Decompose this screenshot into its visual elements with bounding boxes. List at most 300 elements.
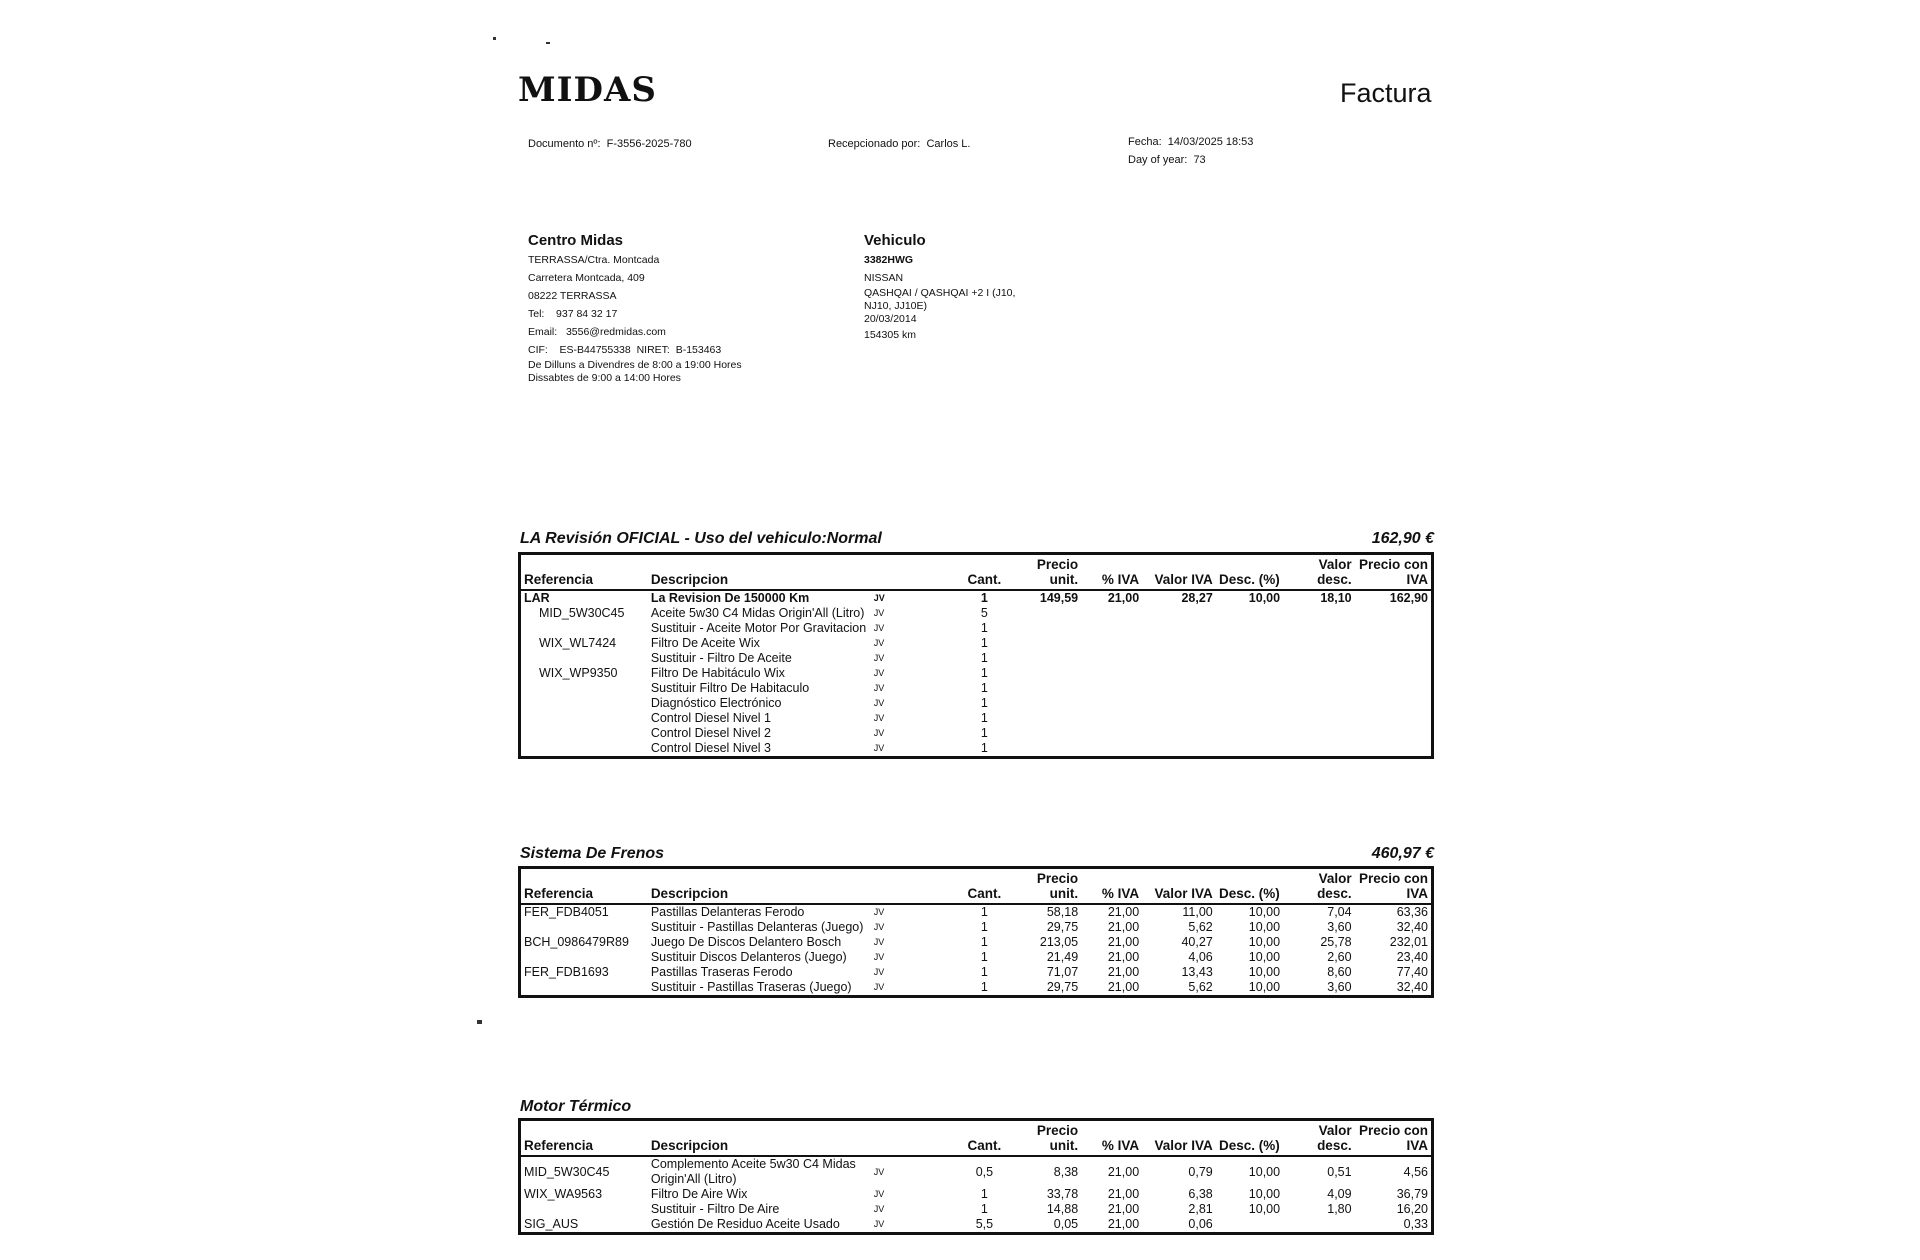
document-type-title: Factura <box>1340 78 1432 108</box>
cell-precio-con-iva <box>1355 741 1433 758</box>
cell-precio <box>1016 711 1081 726</box>
cell-desc-pct: 10,00 <box>1248 920 1281 934</box>
cell-cant: 1 <box>980 681 988 695</box>
cell-referencia <box>520 920 648 935</box>
cell-iva-pct: 21,00 <box>1107 965 1140 979</box>
cell-operator: JV <box>873 743 885 753</box>
day-label: Day of year: <box>1128 154 1188 166</box>
cell-precio-con-iva: 232,01 <box>1389 935 1428 949</box>
center-cif: CIF: ES-B44755338 NIRET: B-153463 <box>528 344 722 356</box>
cell-desc-pct <box>1216 621 1283 636</box>
center-line2: Carretera Montcada, 409 <box>528 272 645 284</box>
header-valor-desc: Valor desc. <box>1283 554 1355 591</box>
cell-operator: JV <box>873 952 885 962</box>
header-descripcion: Descripcion <box>648 554 871 591</box>
cell-cant: 1 <box>980 741 988 755</box>
cell-cant: 5,5 <box>975 1217 994 1231</box>
cell-precio-con-iva: 32,40 <box>1396 920 1428 934</box>
table-row <box>520 950 1433 965</box>
cell-precio-con-iva: 162,90 <box>1389 591 1428 605</box>
cell-operator: JV <box>873 1204 885 1214</box>
header-blank <box>871 1120 953 1157</box>
cell-cant: 5 <box>980 606 988 620</box>
section-table <box>518 1118 1434 1235</box>
table-row <box>520 1202 1433 1217</box>
documento-value: F-3556-2025-780 <box>606 138 692 150</box>
table-header-row <box>520 1120 1433 1157</box>
cell-precio-con-iva: 77,40 <box>1396 965 1428 979</box>
cell-operator: JV <box>873 728 885 738</box>
scan-speck <box>546 42 550 44</box>
cell-operator: JV <box>873 922 885 932</box>
cell-operator: JV <box>873 1166 885 1177</box>
cell-descripcion: Aceite 5w30 C4 Midas Origin'All (Litro) <box>650 606 865 620</box>
cell-descripcion: Control Diesel Nivel 2 <box>650 726 771 740</box>
table-row <box>520 590 1433 606</box>
cell-precio-con-iva: 32,40 <box>1396 980 1428 994</box>
cell-desc-pct <box>1216 696 1283 711</box>
recepcionado-label: Recepcionado por: <box>828 138 921 150</box>
cell-operator: JV <box>873 937 885 947</box>
header-desc-pct: Desc. (%) <box>1216 868 1283 905</box>
cell-valor-iva <box>1142 621 1216 636</box>
cell-descripcion: Sustituir - Aceite Motor Por Gravitacion <box>650 621 867 635</box>
cell-iva-pct: 21,00 <box>1107 980 1140 994</box>
cell-referencia: WIX_WA9563 <box>524 1187 603 1201</box>
cell-iva-pct: 21,00 <box>1107 905 1140 919</box>
header-cant: Cant. <box>953 1120 1016 1157</box>
cell-valor-desc <box>1283 711 1355 726</box>
cell-iva-pct <box>1081 651 1142 666</box>
cell-valor-iva <box>1142 711 1216 726</box>
vehicle-title: Vehiculo <box>864 232 926 249</box>
cell-valor-desc <box>1283 726 1355 741</box>
cell-valor-desc <box>1283 741 1355 758</box>
table-row <box>520 920 1433 935</box>
cell-iva-pct: 21,00 <box>1107 920 1140 934</box>
cell-valor-iva <box>1142 666 1216 681</box>
cell-precio: 8,38 <box>1053 1164 1079 1179</box>
cell-valor-desc <box>1283 651 1355 666</box>
cell-valor-iva: 11,00 <box>1182 905 1213 919</box>
header-valor-iva: Valor IVA <box>1142 554 1216 591</box>
section-table <box>518 866 1434 998</box>
fecha-value: 14/03/2025 18:53 <box>1167 136 1254 148</box>
cell-precio: 29,75 <box>1046 920 1079 934</box>
cell-iva-pct <box>1081 621 1142 636</box>
section-table <box>518 552 1434 759</box>
header-valor-desc: Valor desc. <box>1283 1120 1355 1157</box>
header-desc-pct: Desc. (%) <box>1216 1120 1283 1157</box>
section-total: 460,97 € <box>1371 845 1434 862</box>
cell-iva-pct <box>1081 666 1142 681</box>
cell-precio-con-iva <box>1355 696 1433 711</box>
header-descripcion: Descripcion <box>648 1120 871 1157</box>
cell-iva-pct <box>1081 741 1142 758</box>
cell-descripcion: La Revision De 150000 Km <box>650 591 810 605</box>
cell-valor-iva: 40,27 <box>1181 935 1213 949</box>
day-value: 73 <box>1193 154 1206 166</box>
center-hours1: De Dilluns a Divendres de 8:00 a 19:00 Hores <box>528 359 742 371</box>
documento-label: Documento nº: <box>528 138 601 150</box>
table-row <box>520 965 1433 980</box>
section-total: 162,90 € <box>1371 530 1434 547</box>
cell-precio: 33,78 <box>1046 1187 1079 1201</box>
cell-cant: 1 <box>980 651 988 665</box>
cell-precio-con-iva <box>1355 726 1433 741</box>
cell-cant: 1 <box>980 666 988 680</box>
header-referencia: Referencia <box>520 1120 648 1157</box>
cell-descripcion: Sustituir - Pastillas Traseras (Juego) <box>650 980 852 994</box>
cell-iva-pct: 21,00 <box>1107 935 1140 949</box>
cell-descripcion: Sustituir - Pastillas Delanteras (Juego) <box>650 920 864 934</box>
cell-precio <box>1016 606 1081 621</box>
cell-descripcion: Control Diesel Nivel 1 <box>650 711 771 725</box>
cell-desc-pct <box>1216 666 1283 681</box>
cell-referencia <box>520 741 648 758</box>
table-header-row <box>520 868 1433 905</box>
cell-referencia <box>520 980 648 997</box>
cell-operator: JV <box>873 653 885 663</box>
cell-valor-iva: 6,38 <box>1188 1187 1213 1201</box>
cell-iva-pct <box>1081 636 1142 651</box>
header-precio-con-iva: Precio con IVA <box>1355 554 1433 591</box>
cell-iva-pct: 21,00 <box>1107 1202 1140 1216</box>
cell-iva-pct: 21,00 <box>1107 1187 1140 1201</box>
cell-iva-pct: 21,00 <box>1107 1217 1140 1231</box>
center-title: Centro Midas <box>528 232 624 249</box>
cell-iva-pct: 21,00 <box>1107 591 1140 605</box>
cell-cant: 1 <box>980 980 988 994</box>
cell-precio-con-iva <box>1355 666 1433 681</box>
cell-referencia <box>520 1202 648 1217</box>
cell-precio <box>1016 741 1081 758</box>
header-referencia: Referencia <box>520 554 648 591</box>
cell-valor-desc <box>1283 1217 1355 1234</box>
midas-logo: MIDAS <box>518 70 657 110</box>
cell-valor-desc: 2,60 <box>1327 950 1352 964</box>
table-row <box>520 1156 1433 1187</box>
cell-precio-con-iva <box>1355 636 1433 651</box>
header-cant: Cant. <box>953 868 1016 905</box>
cell-referencia <box>520 696 648 711</box>
header-precio: Precio unit. <box>1016 554 1081 591</box>
recepcionado-field <box>828 135 971 153</box>
header-valor-iva: Valor IVA <box>1142 1120 1216 1157</box>
cell-cant: 1 <box>980 1187 988 1201</box>
cell-operator: JV <box>873 608 885 618</box>
cell-precio-con-iva <box>1355 711 1433 726</box>
cell-descripcion: Diagnóstico Electrónico <box>650 696 782 710</box>
cell-desc-pct: 10,00 <box>1248 1187 1281 1201</box>
cell-referencia: FER_FDB4051 <box>524 905 609 919</box>
cell-desc-pct: 10,00 <box>1248 950 1281 964</box>
header-desc-pct: Desc. (%) <box>1216 554 1283 591</box>
cell-valor-iva <box>1142 696 1216 711</box>
table-row <box>520 741 1433 758</box>
cell-precio-con-iva: 36,79 <box>1396 1187 1428 1201</box>
header-blank <box>871 868 953 905</box>
cell-descripcion: Sustituir - Filtro De Aceite <box>650 651 792 665</box>
cell-desc-pct: 10,00 <box>1248 1202 1281 1216</box>
cell-descripcion: Complemento Aceite 5w30 C4 Midas Origin'All (Litro) <box>650 1157 856 1186</box>
header-blank <box>871 554 953 591</box>
cell-referencia: MID_5W30C45 <box>539 606 625 620</box>
cell-valor-iva: 13,43 <box>1181 965 1213 979</box>
cell-precio <box>1016 726 1081 741</box>
cell-valor-iva: 0,79 <box>1188 1164 1213 1179</box>
table-row <box>520 1217 1433 1234</box>
cell-valor-iva <box>1142 606 1216 621</box>
cell-cant: 1 <box>980 591 988 605</box>
cell-operator: JV <box>873 668 885 678</box>
cell-cant: 1 <box>980 636 988 650</box>
cell-descripcion: Filtro De Aceite Wix <box>650 636 760 650</box>
cell-referencia <box>520 726 648 741</box>
cell-referencia: BCH_0986479R89 <box>524 935 629 949</box>
cell-descripcion: Sustituir Discos Delanteros (Juego) <box>650 950 847 964</box>
fecha-field <box>1128 133 1253 169</box>
table-row <box>520 711 1433 726</box>
table-row <box>520 980 1433 997</box>
cell-desc-pct: 10,00 <box>1248 965 1281 979</box>
cell-descripcion: Filtro De Habitáculo Wix <box>650 666 785 680</box>
cell-precio: 29,75 <box>1046 980 1079 994</box>
cell-valor-iva: 5,62 <box>1188 980 1213 994</box>
cell-valor-desc <box>1283 666 1355 681</box>
table-row <box>520 606 1433 621</box>
vehicle-date: 20/03/2014 <box>864 313 917 325</box>
cell-valor-iva <box>1142 741 1216 758</box>
table-row <box>520 726 1433 741</box>
cell-valor-desc: 1,80 <box>1327 1202 1352 1216</box>
cell-valor-iva <box>1142 651 1216 666</box>
section-title: Motor Térmico <box>520 1098 632 1115</box>
header-valor-desc: Valor desc. <box>1283 868 1355 905</box>
fecha-label: Fecha: <box>1128 136 1162 148</box>
cell-valor-desc: 0,51 <box>1327 1164 1352 1179</box>
cell-iva-pct <box>1081 696 1142 711</box>
cell-valor-desc: 18,10 <box>1320 591 1352 605</box>
header-valor-iva: Valor IVA <box>1142 868 1216 905</box>
cell-iva-pct <box>1081 711 1142 726</box>
cell-referencia: FER_FDB1693 <box>524 965 609 979</box>
cell-valor-desc <box>1283 636 1355 651</box>
scan-speck <box>493 37 496 40</box>
cell-precio-con-iva: 0,33 <box>1403 1217 1428 1231</box>
cell-precio-con-iva: 16,20 <box>1396 1202 1428 1216</box>
cell-operator: JV <box>873 683 885 693</box>
cell-valor-desc: 8,60 <box>1327 965 1352 979</box>
cell-precio: 21,49 <box>1046 950 1079 964</box>
table-row <box>520 1187 1433 1202</box>
header-referencia: Referencia <box>520 868 648 905</box>
cell-iva-pct <box>1081 681 1142 696</box>
cell-operator: JV <box>873 982 885 992</box>
cell-referencia: LAR <box>524 591 550 605</box>
cell-valor-desc: 7,04 <box>1327 905 1352 919</box>
vehicle-make: NISSAN <box>864 272 904 284</box>
scan-speck <box>477 1020 482 1024</box>
cell-operator: JV <box>873 593 885 603</box>
cell-descripcion: Sustituir - Filtro De Aire <box>650 1202 780 1216</box>
table-row <box>520 621 1433 636</box>
cell-descripcion: Sustituir Filtro De Habitaculo <box>650 681 810 695</box>
cell-referencia: WIX_WL7424 <box>539 636 617 650</box>
cell-referencia <box>520 621 648 636</box>
cell-cant: 1 <box>980 965 988 979</box>
cell-precio: 58,18 <box>1046 905 1079 919</box>
cell-operator: JV <box>873 713 885 723</box>
center-block <box>528 232 742 385</box>
cell-precio: 0,05 <box>1053 1217 1079 1231</box>
cell-referencia <box>520 651 648 666</box>
table-header-row <box>520 554 1433 591</box>
cell-referencia <box>520 711 648 726</box>
cell-cant: 1 <box>980 621 988 635</box>
cell-operator: JV <box>873 907 885 917</box>
cell-operator: JV <box>873 1219 885 1229</box>
cell-precio <box>1016 621 1081 636</box>
cell-referencia <box>520 950 648 965</box>
cell-valor-desc: 4,09 <box>1327 1187 1352 1201</box>
cell-descripcion: Pastillas Traseras Ferodo <box>650 965 793 979</box>
cell-referencia <box>520 681 648 696</box>
cell-valor-desc <box>1283 681 1355 696</box>
cell-referencia: WIX_WP9350 <box>539 666 618 680</box>
table-row <box>520 696 1433 711</box>
cell-precio-con-iva <box>1355 681 1433 696</box>
cell-precio <box>1016 666 1081 681</box>
cell-desc-pct: 10,00 <box>1248 905 1281 919</box>
table-row <box>520 681 1433 696</box>
cell-operator: JV <box>873 638 885 648</box>
cell-precio <box>1016 636 1081 651</box>
center-line1: TERRASSA/Ctra. Montcada <box>528 254 660 266</box>
cell-cant: 1 <box>980 935 988 949</box>
cell-iva-pct <box>1081 606 1142 621</box>
documento-field <box>528 135 692 153</box>
section-title: Sistema De Frenos <box>520 845 665 862</box>
cell-precio: 14,88 <box>1046 1202 1079 1216</box>
cell-cant: 1 <box>980 1202 988 1216</box>
cell-valor-iva <box>1142 681 1216 696</box>
cell-operator: JV <box>873 967 885 977</box>
cell-desc-pct: 10,00 <box>1248 591 1281 605</box>
table-row <box>520 636 1433 651</box>
header-iva-pct: % IVA <box>1081 554 1142 591</box>
section-title: LA Revisión OFICIAL - Uso del vehiculo:Normal <box>520 530 882 547</box>
center-email: Email: 3556@redmidas.com <box>528 326 666 338</box>
center-line3: 08222 TERRASSA <box>528 290 617 302</box>
cell-valor-iva: 28,27 <box>1181 591 1213 605</box>
cell-desc-pct <box>1216 1217 1283 1234</box>
cell-valor-iva <box>1142 726 1216 741</box>
cell-descripcion: Pastillas Delanteras Ferodo <box>650 905 805 919</box>
cell-precio-con-iva: 63,36 <box>1396 905 1428 919</box>
header-precio: Precio unit. <box>1016 1120 1081 1157</box>
vehicle-model-1: QASHQAI / QASHQAI +2 I (J10, <box>864 287 1016 299</box>
cell-desc-pct <box>1216 651 1283 666</box>
cell-precio-con-iva <box>1355 606 1433 621</box>
vehicle-km: 154305 km <box>864 329 916 341</box>
cell-desc-pct: 10,00 <box>1248 935 1281 949</box>
cell-referencia: SIG_AUS <box>524 1217 579 1231</box>
cell-precio <box>1016 651 1081 666</box>
cell-desc-pct <box>1216 606 1283 621</box>
header-iva-pct: % IVA <box>1081 868 1142 905</box>
cell-valor-iva: 5,62 <box>1188 920 1213 934</box>
cell-valor-desc <box>1283 696 1355 711</box>
cell-desc-pct: 10,00 <box>1248 1164 1281 1179</box>
table-row <box>520 651 1433 666</box>
cell-valor-desc <box>1283 606 1355 621</box>
cell-descripcion: Control Diesel Nivel 3 <box>650 741 771 755</box>
cell-cant: 1 <box>980 950 988 964</box>
cell-desc-pct <box>1216 711 1283 726</box>
cell-iva-pct: 21,00 <box>1107 1164 1140 1179</box>
cell-valor-desc: 3,60 <box>1327 980 1352 994</box>
cell-descripcion: Gestión De Residuo Aceite Usado <box>650 1217 840 1231</box>
cell-cant: 0,5 <box>975 1164 994 1179</box>
cell-cant: 1 <box>980 711 988 725</box>
cell-desc-pct <box>1216 741 1283 758</box>
table-row <box>520 904 1433 920</box>
cell-desc-pct <box>1216 636 1283 651</box>
cell-precio: 149,59 <box>1039 591 1079 605</box>
cell-descripcion: Juego De Discos Delantero Bosch <box>650 935 842 949</box>
cell-precio <box>1016 696 1081 711</box>
cell-cant: 1 <box>980 726 988 740</box>
cell-valor-iva: 2,81 <box>1188 1202 1213 1216</box>
cell-desc-pct <box>1216 726 1283 741</box>
header-precio: Precio unit. <box>1016 868 1081 905</box>
center-hours2: Dissabtes de 9:00 a 14:00 Hores <box>528 372 681 384</box>
cell-desc-pct: 10,00 <box>1248 980 1281 994</box>
cell-valor-desc <box>1283 621 1355 636</box>
cell-descripcion: Filtro De Aire Wix <box>650 1187 748 1201</box>
cell-cant: 1 <box>980 696 988 710</box>
cell-precio-con-iva: 4,56 <box>1403 1164 1428 1179</box>
vehicle-model-2: NJ10, JJ10E) <box>864 300 928 312</box>
header-iva-pct: % IVA <box>1081 1120 1142 1157</box>
cell-valor-iva: 0,06 <box>1188 1217 1213 1231</box>
cell-precio: 71,07 <box>1046 965 1079 979</box>
table-row <box>520 666 1433 681</box>
cell-precio-con-iva: 23,40 <box>1396 950 1428 964</box>
cell-operator: JV <box>873 623 885 633</box>
header-precio-con-iva: Precio con IVA <box>1355 1120 1433 1157</box>
recepcionado-value: Carlos L. <box>926 138 971 150</box>
cell-precio: 213,05 <box>1039 935 1079 949</box>
cell-valor-iva <box>1142 636 1216 651</box>
cell-operator: JV <box>873 1189 885 1199</box>
vehicle-block <box>864 232 1015 344</box>
header-cant: Cant. <box>953 554 1016 591</box>
header-descripcion: Descripcion <box>648 868 871 905</box>
center-tel: Tel: 937 84 32 17 <box>528 308 618 320</box>
table-row <box>520 935 1433 950</box>
cell-referencia: MID_5W30C45 <box>524 1164 610 1179</box>
header-precio-con-iva: Precio con IVA <box>1355 868 1433 905</box>
cell-precio-con-iva <box>1355 621 1433 636</box>
cell-cant: 1 <box>980 920 988 934</box>
cell-valor-iva: 4,06 <box>1188 950 1213 964</box>
cell-iva-pct: 21,00 <box>1107 950 1140 964</box>
cell-valor-desc: 25,78 <box>1320 935 1352 949</box>
cell-iva-pct <box>1081 726 1142 741</box>
cell-precio <box>1016 681 1081 696</box>
